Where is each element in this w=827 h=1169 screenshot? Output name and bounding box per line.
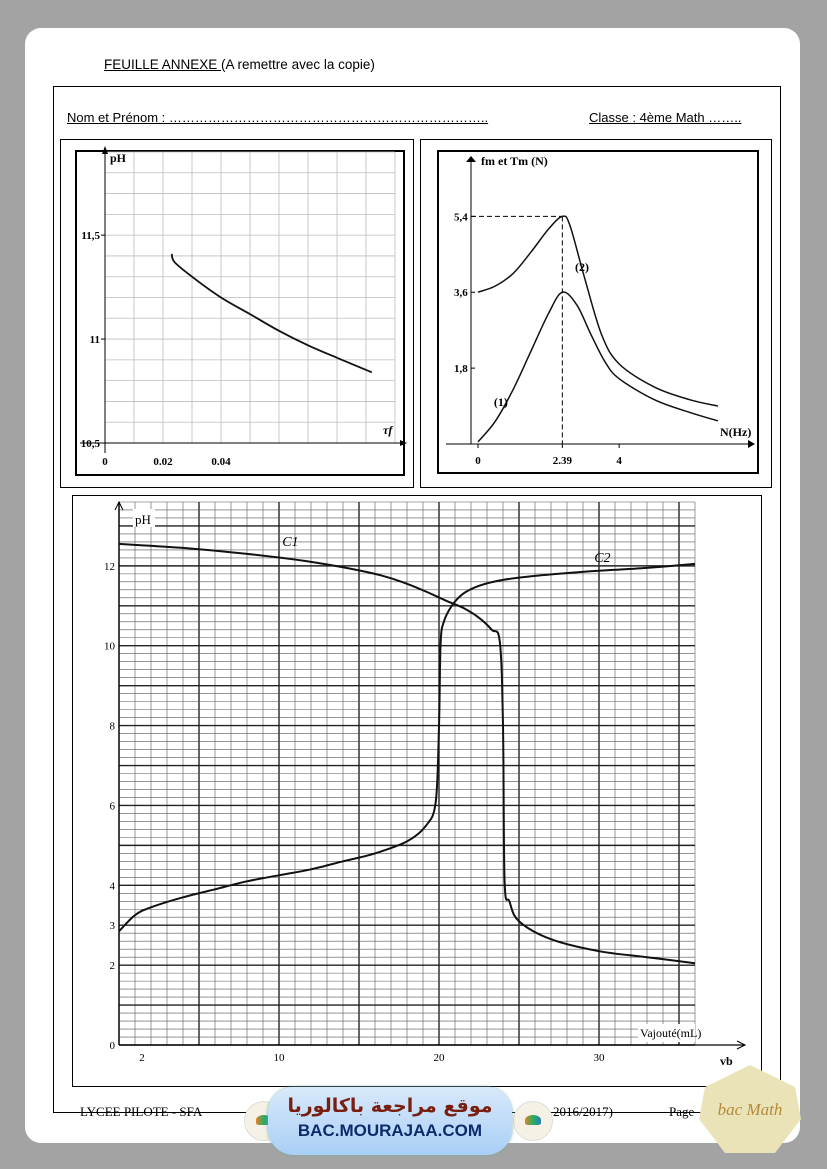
y-tick-label: 10 [104, 640, 115, 653]
y-tick-label: 5,4 [454, 211, 468, 224]
x-tick-label: 0.04 [211, 456, 231, 468]
y-tick-label: 10,5 [80, 438, 100, 450]
x-tick-label: 2.39 [552, 455, 572, 467]
x-tick-label: 10 [273, 1052, 285, 1064]
x-axis-label: Vajouté(mL) [640, 1026, 702, 1040]
y-tick-label: 6 [109, 800, 115, 813]
x-axis-label: N(Hz) [720, 425, 752, 439]
bac-math-badge [697, 1063, 803, 1159]
banner-arabic-text: موقع مراجعة باكالوريا [287, 1095, 493, 1117]
y-tick-label: 2 [109, 960, 115, 973]
y-tick-label: 11,5 [81, 230, 100, 243]
y-axis-label: fm et Tm (N) [481, 154, 548, 168]
footer-page: Page [669, 1104, 695, 1119]
x-tick-label: 0 [102, 456, 108, 468]
site-logo-right [513, 1101, 553, 1141]
badge-text: bac Math [717, 1100, 783, 1119]
x-tick-label: 4 [616, 455, 622, 467]
y-tick-label: 8 [109, 720, 115, 733]
series-label: (2) [575, 260, 590, 275]
y-tick-label: 0 [109, 1040, 115, 1052]
name-field: Nom et Prénom : ……………………………………………………………….. [67, 110, 489, 125]
y-tick-label: 11 [89, 334, 100, 347]
extra-axis-label: vb [720, 1054, 733, 1068]
y-tick-label: 3 [109, 920, 115, 933]
banner-site-link[interactable]: BAC.MOURAJAA.COM [297, 1121, 483, 1140]
x-tick-label: 0 [475, 455, 481, 467]
series-label: (1) [493, 395, 508, 410]
footer-year: 2016/2017) [553, 1104, 613, 1119]
x-tick-label: 0.02 [153, 456, 173, 468]
y-tick-label: 4 [109, 880, 115, 893]
annexe-title-main: FEUILLE ANNEXE [104, 57, 222, 72]
x-tick-label: 20 [433, 1052, 445, 1064]
footer-school: LYCEE PILOTE - SFA [80, 1104, 203, 1119]
y-tick-label: 12 [104, 560, 115, 573]
y-axis-label: pH [135, 512, 151, 527]
x-tick-label: 30 [593, 1052, 605, 1064]
y-axis-label: pH [110, 151, 127, 165]
y-tick-label: 1,8 [454, 363, 468, 376]
x-axis-label: τf [383, 423, 393, 437]
annexe-title-note: (A remettre avec la copie) [221, 57, 375, 72]
class-field: Classe : 4ème Math …….. [589, 110, 742, 125]
x-tick-label: 2 [139, 1052, 145, 1064]
curve-label: C1 [282, 534, 299, 550]
site-banner[interactable] [268, 1087, 512, 1155]
y-tick-label: 3,6 [454, 287, 468, 300]
curve-label: C2 [594, 550, 611, 566]
